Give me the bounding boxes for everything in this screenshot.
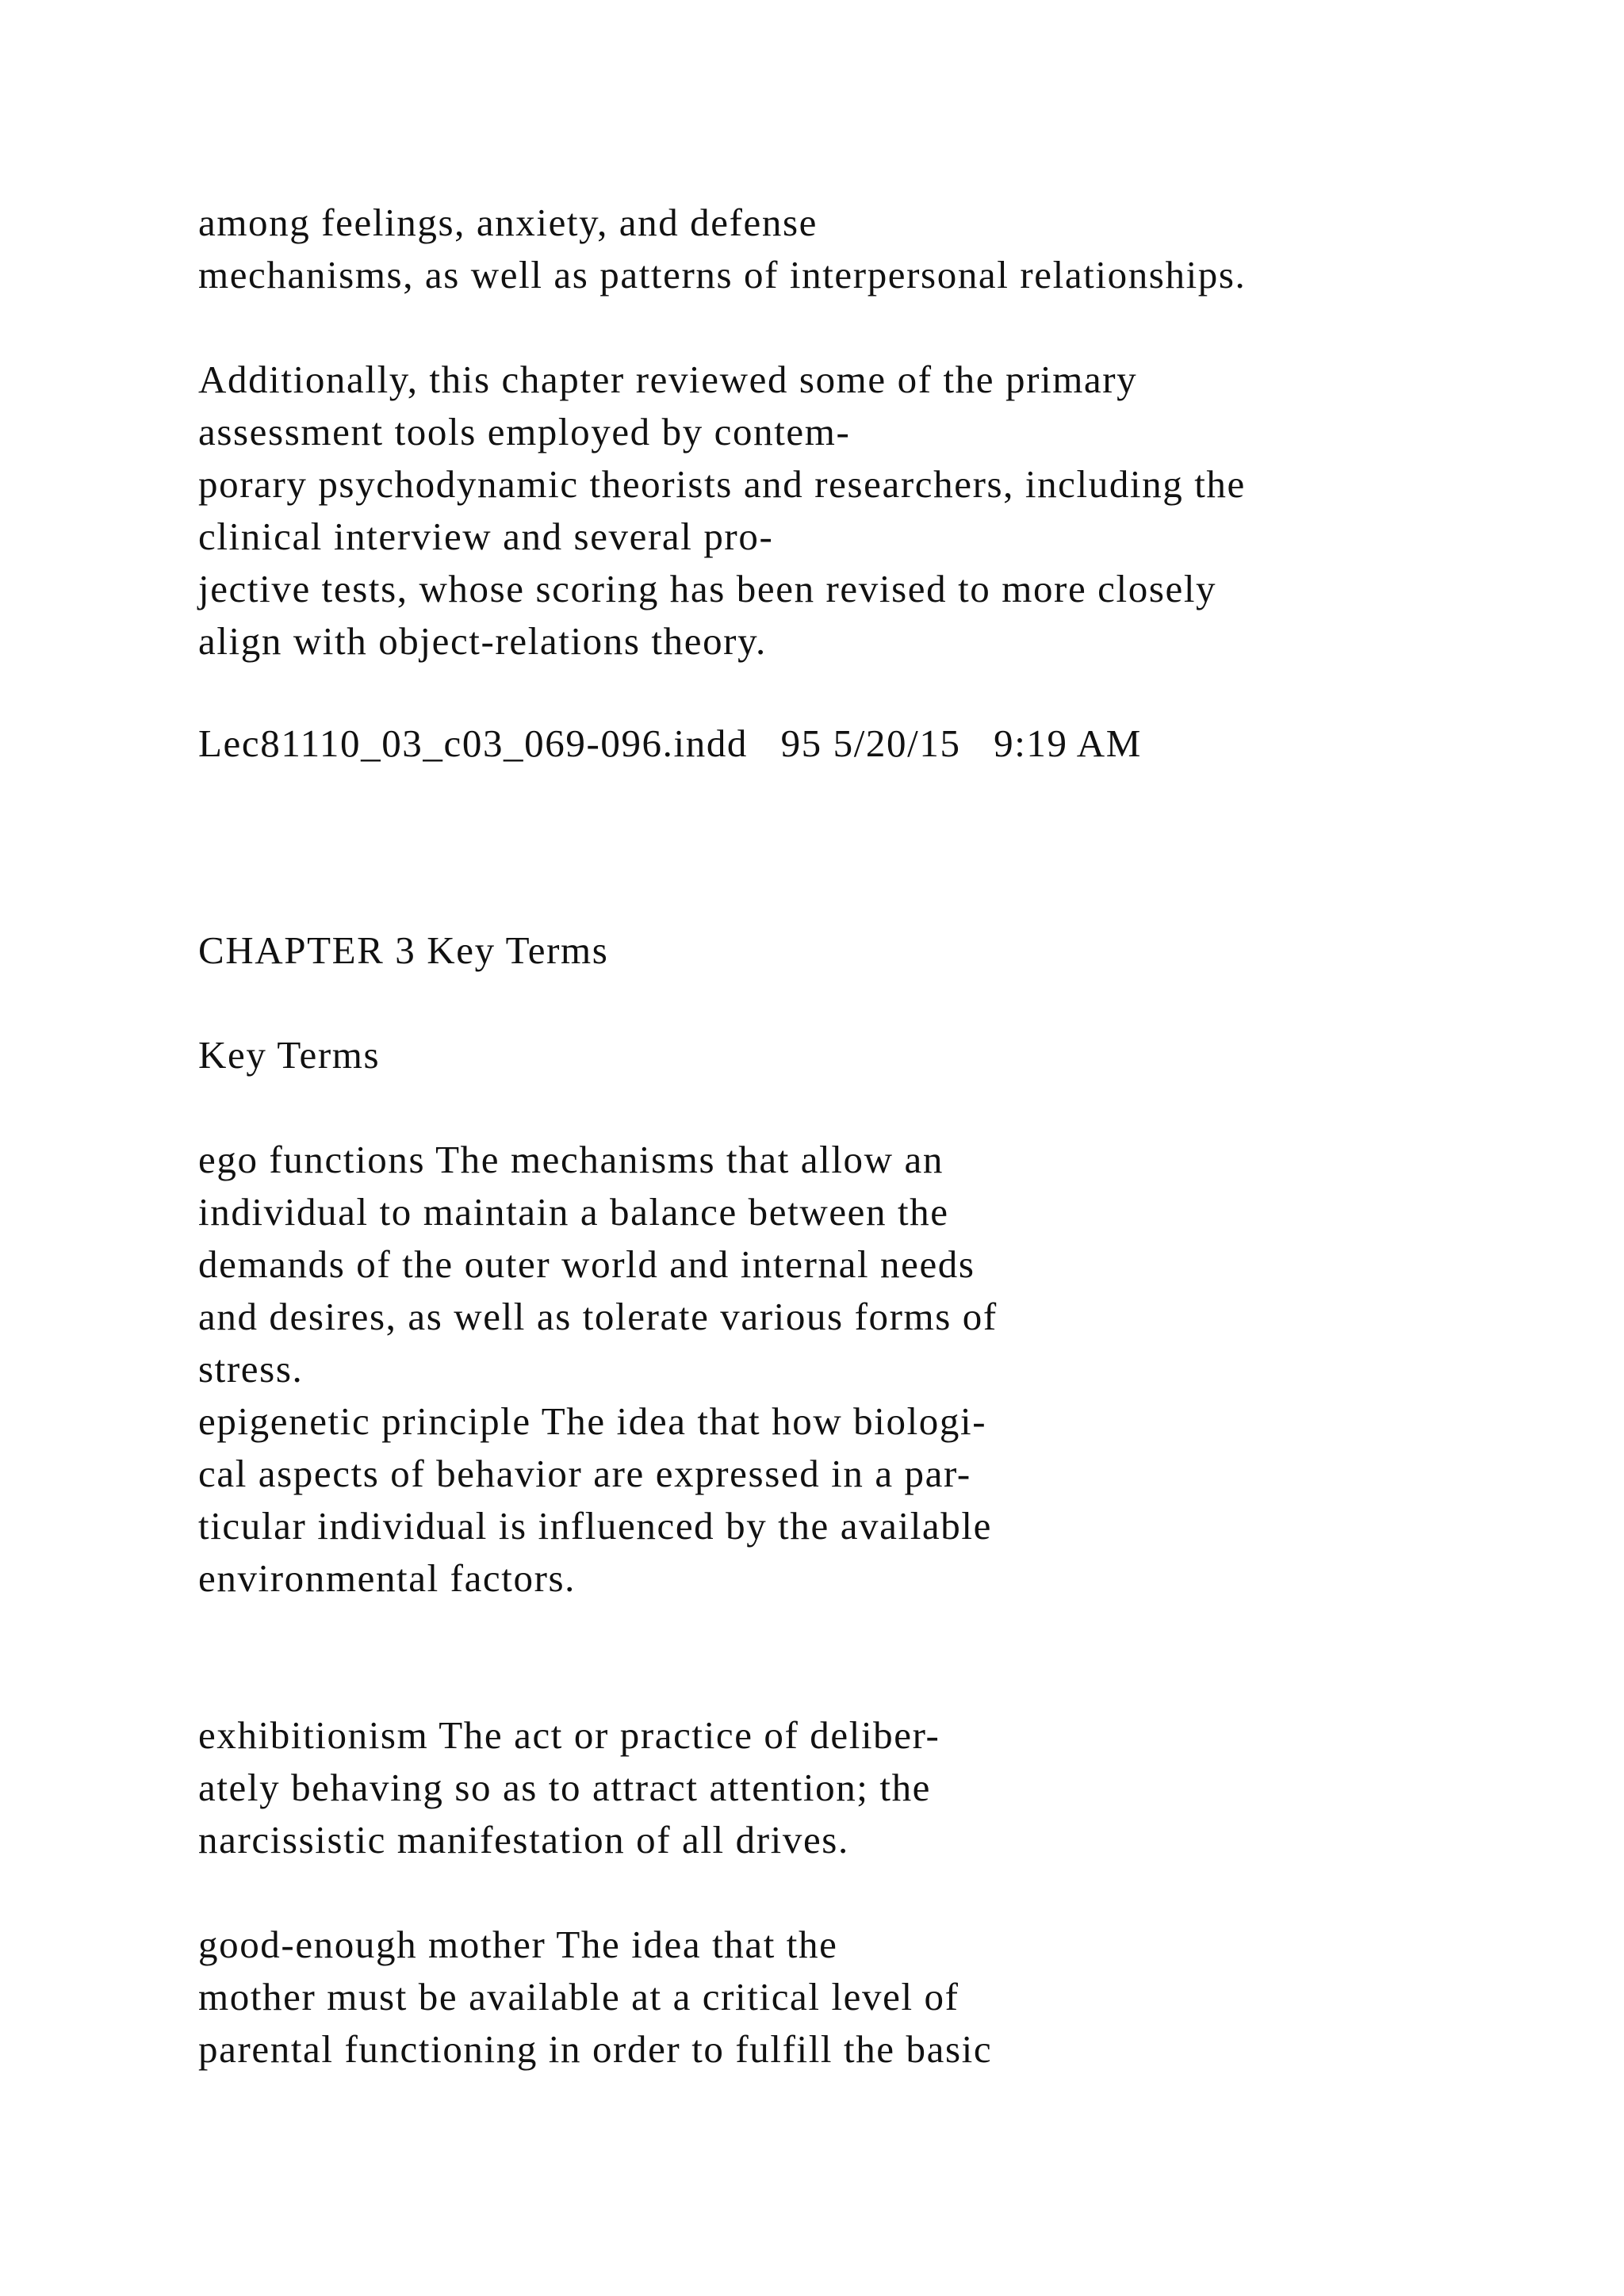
key-terms-heading-text: Key Terms [198,1033,381,1077]
key-term-epigenetic-principle [198,1395,1594,1605]
text-line: epigenetic principle The idea that how biologi- [198,1399,987,1443]
text-line: individual to maintain a balance between the [198,1190,949,1234]
key-terms-heading [198,1029,1594,1081]
text-line: clinical interview and several pro- [198,515,774,558]
text-line: and desires, as well as tolerate various forms of [198,1295,998,1338]
key-term-exhibitionism [198,1709,1594,1866]
text-line: jective tests, whose scoring has been revised to more closely [198,567,1217,610]
print-footer [198,718,1594,770]
text-line: parental functioning in order to fulfill the basic [198,2027,993,2071]
text-line: narcissistic manifestation of all drives. [198,1818,849,1862]
text-line: ego functions The mechanisms that allow an [198,1138,944,1181]
chapter-heading-text: CHAPTER 3 Key Terms [198,928,609,972]
text-line: exhibitionism The act or practice of deliber- [198,1713,940,1757]
summary-paragraph [198,197,1594,301]
text-line: ately behaving so as to attract attention; the [198,1766,932,1809]
footer-text: Lec81110_03_c03_069-096.indd 95 5/20/15 9:19 AM [198,721,1142,765]
text-line: Additionally, this chapter reviewed some of the primary [198,358,1138,401]
text-line: among feelings, anxiety, and defense [198,201,818,244]
text-line: demands of the outer world and internal needs [198,1242,975,1286]
key-term-ego-functions [198,1134,1594,1395]
chapter-heading [198,924,1594,977]
text-line: porary psychodynamic theorists and researchers, including the [198,462,1246,506]
text-line: assessment tools employed by contem- [198,410,851,453]
text-line: environmental factors. [198,1556,576,1600]
text-line: ticular individual is influenced by the available [198,1504,992,1548]
text-line: stress. [198,1347,304,1391]
key-term-good-enough-mother [198,1919,1594,2076]
text-line: mechanisms, as well as patterns of interpersonal relationships. [198,253,1247,297]
text-line: align with object-relations theory. [198,619,767,663]
text-line: mother must be available at a critical level of [198,1975,959,2019]
text-line: good-enough mother The idea that the [198,1923,838,1966]
text-line: cal aspects of behavior are expressed in a par- [198,1452,971,1495]
additional-paragraph [198,354,1594,668]
